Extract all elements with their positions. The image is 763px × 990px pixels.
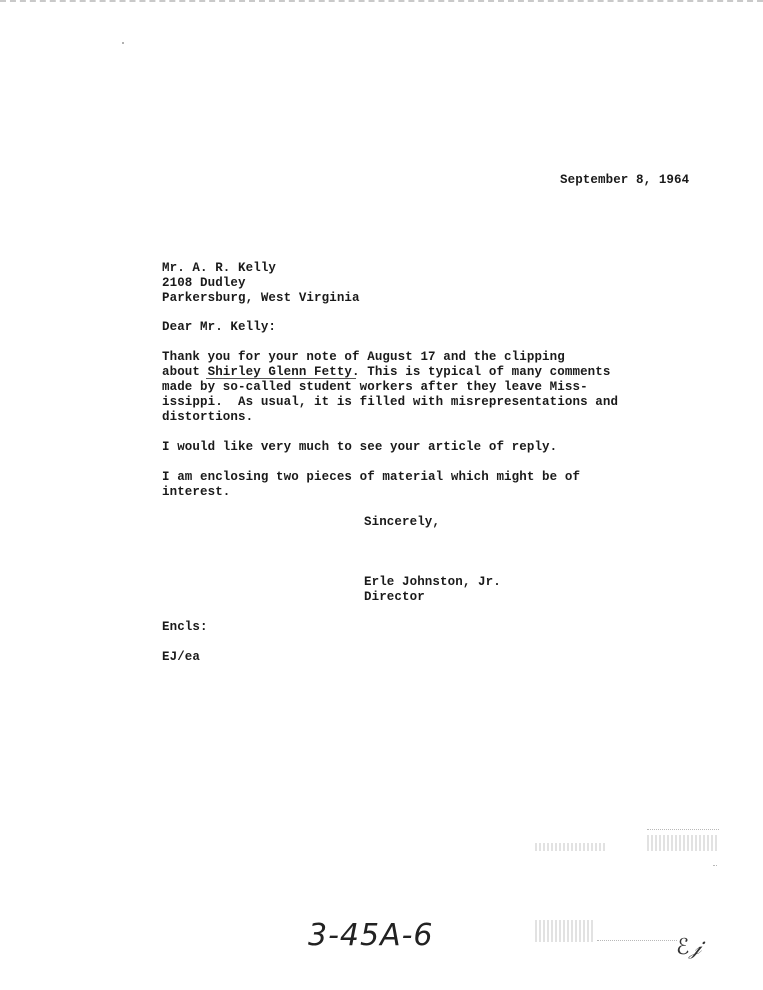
letter-date: September 8, 1964 xyxy=(560,173,690,187)
paragraph-2 xyxy=(162,440,557,455)
paragraph-line: I would like very much to see your article of reply. xyxy=(162,440,558,454)
paragraph-line: made by so-called student workers after they leave Miss- xyxy=(162,380,588,394)
handwritten-underline xyxy=(206,378,356,379)
paragraph-3 xyxy=(162,470,580,500)
typist-initials: EJ/ea xyxy=(162,650,201,664)
handwritten-corner-mark: ℰ𝒿 xyxy=(676,935,702,960)
paper-speck xyxy=(122,42,124,44)
recipient-address xyxy=(162,261,360,306)
signer-title: Director xyxy=(364,590,425,604)
signature-block xyxy=(364,575,501,605)
salutation: Dear Mr. Kelly: xyxy=(162,320,277,334)
enclosures-note: Encls: xyxy=(162,620,208,634)
handwritten-file-number: 3-45A-6 xyxy=(308,918,434,953)
paragraph-line: issippi. As usual, it is filled with misrepresentations and xyxy=(162,395,619,409)
paragraph-line: distortions. xyxy=(162,410,254,424)
signer-name: Erle Johnston, Jr. xyxy=(364,575,501,589)
address-line: 2108 Dudley xyxy=(162,276,246,290)
paragraph-line: Thank you for your note of August 17 and the clipping xyxy=(162,350,565,364)
address-line: Parkersburg, West Virginia xyxy=(162,291,360,305)
address-line: Mr. A. R. Kelly xyxy=(162,261,277,275)
page-top-border xyxy=(0,0,763,2)
paragraph-line: I am enclosing two pieces of material which might be of xyxy=(162,470,581,484)
paragraph-line: about Shirley Glenn Fetty. This is typical of many comments xyxy=(162,365,611,379)
closing: Sincerely, xyxy=(364,515,441,529)
paragraph-line: interest. xyxy=(162,485,231,499)
paragraph-1 xyxy=(162,350,618,425)
